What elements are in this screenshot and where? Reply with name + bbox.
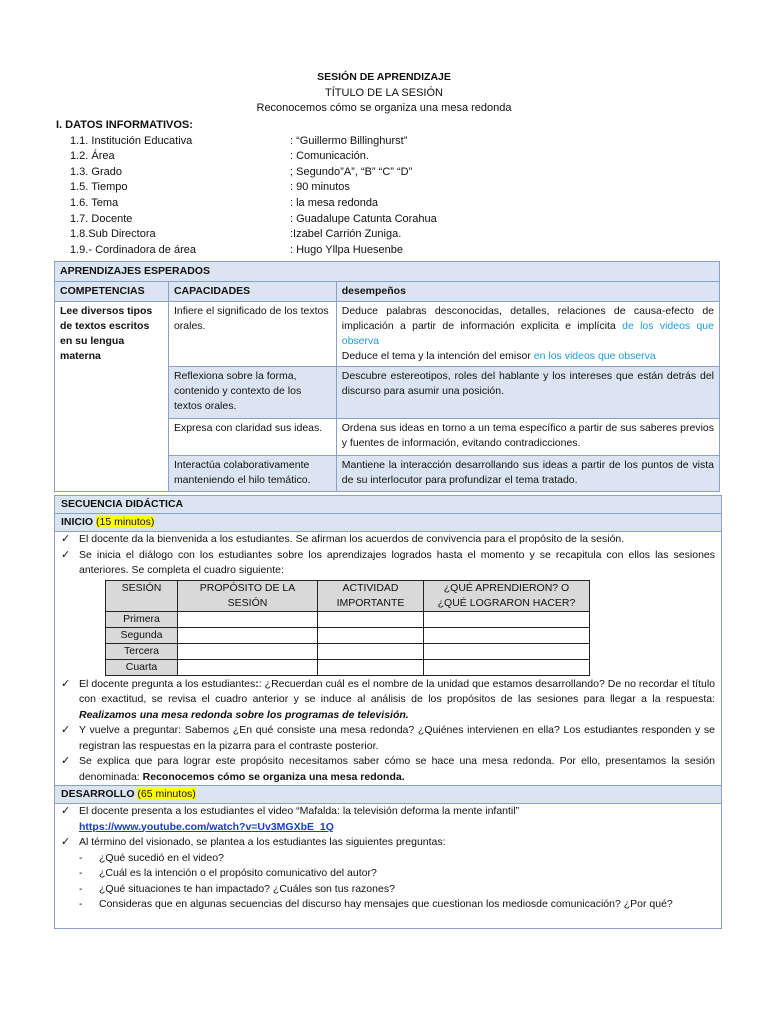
document-title: SESIÓN DE APRENDIZAJE bbox=[317, 71, 451, 83]
table-row bbox=[106, 627, 590, 643]
col-aprendieron: ¿QUÉ APRENDIERON? O ¿QUÉ LOGRARON HACER? bbox=[424, 580, 590, 611]
datos-row bbox=[56, 149, 716, 165]
datos-value: ; Segundo”A”, “B” “C” “D” bbox=[290, 165, 413, 178]
datos-value: : “Guillermo Billinghurst” bbox=[290, 134, 408, 147]
desempeno-highlight: de los videos que observa bbox=[341, 320, 714, 347]
row-label: Primera bbox=[106, 611, 178, 627]
question-item bbox=[55, 851, 721, 867]
desempeno-text: Deduce palabras desconocidas, detalles, relaciones de causa-efecto de implicación a partir de información explicita e implícita bbox=[341, 305, 714, 332]
table-row bbox=[106, 659, 590, 675]
datos-row bbox=[56, 243, 716, 259]
list-item bbox=[55, 548, 721, 579]
col-sesion: SESIÓN bbox=[106, 580, 178, 611]
list-item-text: Se inicia el diálogo con los estudiantes sobre los aprendizajes logrados hasta el momento y se recapitula con ellos las sesiones anteriores. Se completa el cuadro siguiente: bbox=[79, 548, 715, 576]
table-row bbox=[106, 611, 590, 627]
dash-bullet: - bbox=[79, 851, 83, 864]
datos-row bbox=[56, 134, 716, 150]
dash-bullet: - bbox=[79, 898, 83, 910]
checkmark-icon: ✓ bbox=[61, 548, 71, 561]
text-run: Reconocemos cómo se organiza una mesa redonda. bbox=[142, 770, 405, 783]
inicio-time: (15 minutos) bbox=[96, 516, 155, 528]
list-item-text bbox=[79, 754, 715, 785]
question-text: Consideras que en algunas secuencias del discurso hay mensajes que cuestionan los mediosde comunicación? ¿Por qué? bbox=[99, 898, 673, 910]
secuencia-heading: SECUENCIA DIDÁCTICA bbox=[55, 496, 721, 514]
video-link[interactable]: https://www.youtube.com/watch?v=Uv3MGXbE_1Q bbox=[79, 820, 334, 833]
datos-row bbox=[56, 227, 716, 243]
datos-row bbox=[56, 165, 716, 181]
question-item bbox=[55, 897, 721, 913]
table-cell bbox=[178, 659, 318, 675]
list-item bbox=[55, 677, 721, 724]
table-cell bbox=[424, 611, 590, 627]
datos-value: : la mesa redonda bbox=[290, 196, 379, 209]
desarrollo-label: DESARROLLO bbox=[61, 788, 135, 800]
competencia-cell: Lee diversos tipos de textos escritos en su lengua materna bbox=[55, 302, 169, 492]
inicio-label: INICIO bbox=[61, 516, 94, 528]
table-cell bbox=[318, 611, 424, 627]
desempeno-cell: Ordena sus ideas en torno a un tema específico a partir de sus saberes previos y fuentes de información, evitando contradicciones. bbox=[336, 419, 719, 456]
desempeno-highlight: en los videos que observa bbox=[533, 350, 656, 362]
datos-label: 1.1. Institución Educativa bbox=[70, 134, 193, 147]
session-subtitle: TÍTULO DE LA SESIÓN bbox=[325, 86, 443, 99]
desarrollo-time: (65 minutos) bbox=[137, 788, 196, 800]
table-cell bbox=[318, 643, 424, 659]
capacidad-cell: Reflexiona sobre la forma, contenido y contexto de los textos orales. bbox=[168, 367, 336, 419]
session-name: Reconocemos cómo se organiza una mesa redonda bbox=[256, 102, 512, 114]
table-cell bbox=[424, 643, 590, 659]
datos-label: 1.5. Tiempo bbox=[70, 181, 128, 194]
table-cell bbox=[424, 659, 590, 675]
capacidad-cell: Interactúa colaborativamente manteniendo el hilo temático. bbox=[168, 456, 336, 492]
row-label: Cuarta bbox=[106, 659, 178, 675]
datos-label: 1.9.- Cordinadora de área bbox=[70, 243, 196, 256]
list-item-text bbox=[79, 677, 715, 724]
table-cell bbox=[178, 611, 318, 627]
list-item bbox=[55, 723, 721, 754]
col-desempenos: desempeños bbox=[336, 282, 719, 302]
col-actividad: ACTIVIDAD IMPORTANTE bbox=[318, 580, 424, 611]
text-run: : bbox=[255, 677, 259, 690]
datos-informativos bbox=[56, 118, 716, 258]
col-capacidades: CAPACIDADES bbox=[168, 282, 336, 302]
datos-heading: I. DATOS INFORMATIVOS: bbox=[56, 119, 193, 131]
datos-row bbox=[56, 212, 716, 228]
list-item-text: Y vuelve a preguntar: Sabemos ¿En qué consiste una mesa redonda? ¿Quiénes intervienen en ella? Los estudiantes responden y se registran las respuestas en la pizarra para el contraste posterior. bbox=[79, 724, 715, 752]
desempeno-cell: Mantiene la interacción desarrollando sus ideas a partir de los puntos de vista de su interlocutor para profundizar el tema tratado. bbox=[336, 456, 719, 492]
checkmark-icon: ✓ bbox=[61, 755, 71, 767]
row-label: Segunda bbox=[106, 627, 178, 643]
sesiones-table bbox=[105, 580, 590, 676]
datos-label: 1.2. Área bbox=[70, 150, 115, 163]
checkmark-icon: ✓ bbox=[61, 805, 71, 817]
list-item bbox=[55, 532, 721, 548]
checkmark-icon: ✓ bbox=[61, 836, 71, 848]
desempeno-cell: Descubre estereotipos, roles del hablante y los intereses que están detrás del discurso para asumir una posición. bbox=[336, 367, 719, 419]
list-item-text: El docente da la bienvenida a los estudiantes. Se afirman los acuerdos de convivencia para el propósito de la sesión. bbox=[79, 533, 625, 545]
table-cell bbox=[318, 627, 424, 643]
list-item bbox=[55, 804, 721, 835]
table-cell bbox=[424, 627, 590, 643]
datos-value: : 90 minutos bbox=[290, 181, 350, 194]
capacidad-cell: Expresa con claridad sus ideas. bbox=[168, 419, 336, 456]
desempeno-cell bbox=[336, 302, 719, 367]
datos-label: 1.3. Grado bbox=[70, 165, 122, 178]
aprendizajes-table bbox=[54, 261, 720, 492]
list-item bbox=[55, 835, 721, 851]
datos-label: 1.6. Tema bbox=[70, 196, 119, 209]
text-run: El docente presenta a los estudiantes el video “Mafalda: la televisión deforma la mente infantil” bbox=[79, 805, 520, 817]
question-text: ¿Cuál es la intención o el propósito comunicativo del autor? bbox=[99, 867, 377, 879]
list-item bbox=[55, 754, 721, 785]
text-run: El docente pregunta a los estudiantes bbox=[79, 677, 256, 690]
question-text: ¿Qué sucedió en el video? bbox=[99, 851, 224, 864]
datos-label: 1.8.Sub Directora bbox=[70, 228, 156, 241]
inicio-bar bbox=[55, 514, 721, 532]
aprendizajes-heading: APRENDIZAJES ESPERADOS bbox=[55, 262, 720, 282]
checkmark-icon: ✓ bbox=[61, 677, 71, 690]
datos-value: : Guadalupe Catunta Corahua bbox=[290, 212, 437, 225]
datos-value: : Comunicación. bbox=[290, 150, 369, 163]
datos-value: : Hugo Yllpa Huesenbe bbox=[290, 243, 403, 256]
checkmark-icon: ✓ bbox=[61, 533, 71, 545]
row-label: Tercera bbox=[106, 643, 178, 659]
list-item-text: Al término del visionado, se plantea a los estudiantes las siguientes preguntas: bbox=[79, 836, 446, 848]
dash-bullet: - bbox=[79, 882, 83, 895]
text-run: Realizamos una mesa redonda sobre los programas de televisión. bbox=[79, 708, 409, 721]
text-run: Se explica que para lograr este propósito necesitamos saber cómo se hace una mesa redonda. Por ello, presentamos la sesión denominada: bbox=[79, 755, 715, 783]
text-run: : ¿Recuerdan cuál es el nombre de la unidad que estamos desarrollando? De no recordar el título con exactitud, se revisa el cuadro anterior y se induce al análisis de los propósitos de las sesiones para llegar a la respuesta: bbox=[79, 677, 715, 705]
table-cell bbox=[178, 643, 318, 659]
dash-bullet: - bbox=[79, 867, 83, 879]
capacidad-cell: Infiere el significado de los textos orales. bbox=[168, 302, 336, 367]
datos-row bbox=[56, 180, 716, 196]
question-item bbox=[55, 882, 721, 898]
datos-label: 1.7. Docente bbox=[70, 212, 133, 225]
table-cell bbox=[178, 627, 318, 643]
table-row bbox=[106, 643, 590, 659]
col-proposito: PROPÓSITO DE LA SESIÓN bbox=[178, 580, 318, 611]
question-item bbox=[55, 866, 721, 882]
list-item-text bbox=[79, 804, 715, 835]
title-block bbox=[0, 70, 768, 117]
desempeno-text: Deduce el tema y la intención del emisor bbox=[341, 350, 534, 362]
secuencia-didactica bbox=[54, 495, 722, 929]
desarrollo-bar bbox=[55, 785, 721, 804]
question-text: ¿Qué situaciones te han impactado? ¿Cuáles son tus razones? bbox=[99, 882, 395, 895]
table-cell bbox=[318, 659, 424, 675]
datos-row bbox=[56, 196, 716, 212]
col-competencias: COMPETENCIAS bbox=[55, 282, 169, 302]
checkmark-icon: ✓ bbox=[61, 724, 71, 736]
datos-value: :Izabel Carrión Zuniga. bbox=[290, 228, 402, 241]
